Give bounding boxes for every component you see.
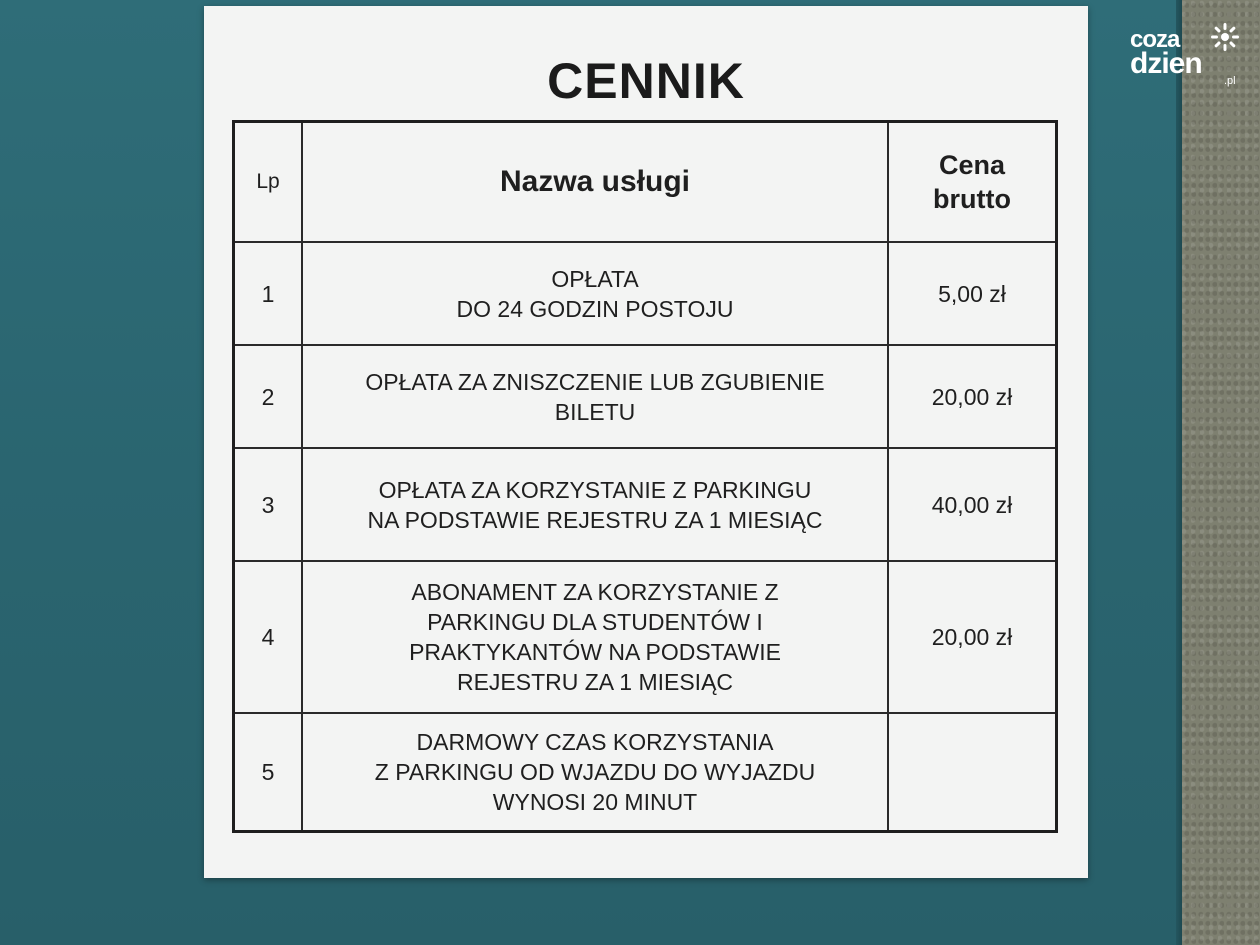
row-lp: 2	[234, 345, 303, 448]
row-lp: 4	[234, 561, 303, 713]
service-line: REJESTRU ZA 1 MIESIĄC	[456, 669, 734, 695]
textured-wall	[1182, 0, 1260, 945]
header-lp: Lp	[234, 122, 303, 243]
row-lp: 1	[234, 242, 303, 345]
header-service-name: Nazwa usługi	[302, 122, 888, 243]
row-service	[302, 345, 888, 448]
watermark-line2: dzien	[1130, 47, 1202, 80]
table-header-row	[234, 122, 1057, 243]
watermark-line1: coza	[1130, 26, 1180, 53]
table-row	[234, 713, 1057, 832]
service-line: OPŁATA ZA KORZYSTANIE Z PARKINGU	[378, 476, 812, 503]
service-line: NA PODSTAWIE REJESTRU ZA 1 MIESIĄC	[367, 506, 823, 533]
header-price	[888, 122, 1057, 243]
table-row	[234, 242, 1057, 345]
row-lp: 3	[234, 448, 303, 561]
table-row	[234, 448, 1057, 561]
service-line: BILETU	[554, 398, 636, 425]
table-row	[234, 561, 1057, 713]
watermark-tld: .pl	[1224, 75, 1236, 87]
service-line: PRAKTYKANTÓW NA PODSTAWIE	[409, 639, 781, 665]
row-lp: 5	[234, 713, 303, 832]
row-price: 5,00 zł	[888, 242, 1057, 345]
service-line: Z PARKINGU OD WJAZDU DO WYJAZDU	[374, 759, 816, 785]
row-price: 20,00 zł	[888, 561, 1057, 713]
service-line: DARMOWY CZAS KORZYSTANIA	[416, 729, 774, 755]
row-service	[302, 448, 888, 561]
service-line: WYNOSI 20 MINUT	[492, 789, 698, 815]
watermark-logo	[1130, 22, 1242, 87]
price-table	[232, 120, 1058, 833]
header-price-line1: Cena	[938, 150, 1006, 180]
header-price-line2: brutto	[933, 184, 1011, 214]
table-row	[234, 345, 1057, 448]
sun-logo-icon	[1210, 22, 1240, 52]
service-line: OPŁATA ZA ZNISZCZENIE LUB ZGUBIENIE	[365, 368, 825, 395]
row-service	[302, 713, 888, 832]
price-list-sign	[204, 6, 1088, 878]
service-line: PARKINGU DLA STUDENTÓW I	[427, 609, 763, 635]
row-price	[888, 713, 1057, 832]
row-service	[302, 242, 888, 345]
service-line: ABONAMENT ZA KORZYSTANIE Z	[411, 579, 779, 605]
service-line: DO 24 GODZIN POSTOJU	[456, 295, 734, 322]
service-line: OPŁATA	[551, 265, 639, 292]
row-service	[302, 561, 888, 713]
row-price: 40,00 zł	[888, 448, 1057, 561]
row-price: 20,00 zł	[888, 345, 1057, 448]
sign-title: CENNIK	[547, 53, 745, 109]
